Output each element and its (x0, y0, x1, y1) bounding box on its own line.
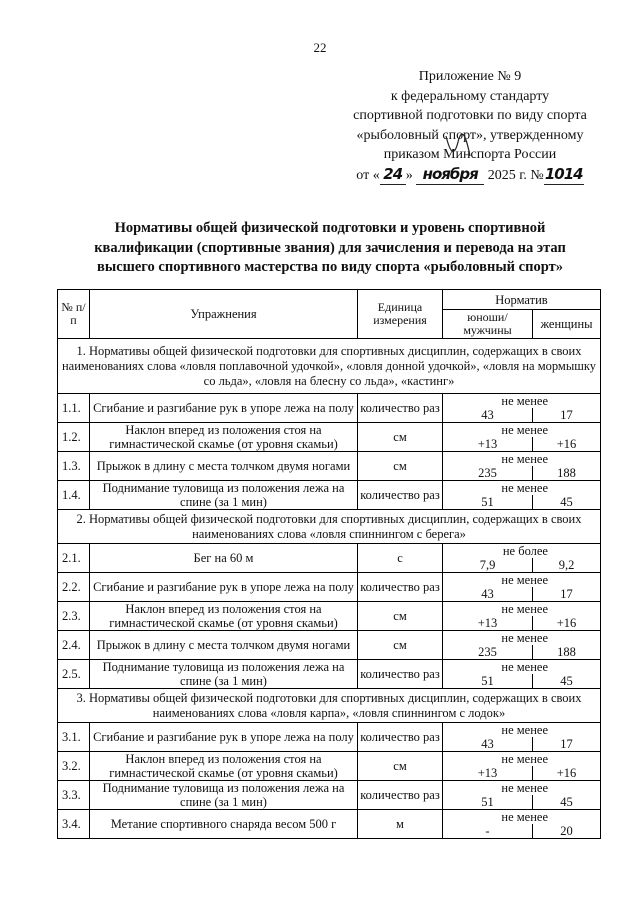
row-unit: см (358, 631, 443, 660)
date-prefix: от « (356, 167, 380, 183)
row-exercise: Поднимание туловища из положения лежа на спине (за 1 мин) (90, 481, 358, 510)
row-value-women: +16 (533, 766, 601, 781)
row-qualifier: не менее (443, 423, 601, 438)
row-number: 2.4. (58, 631, 90, 660)
row-qualifier: не менее (443, 602, 601, 617)
row-value-boys: +13 (443, 437, 533, 452)
row-number: 3.2. (58, 752, 90, 781)
row-exercise: Наклон вперед из положения стоя на гимнастической скамье (от уровня скамьи) (90, 602, 358, 631)
row-value-boys: 43 (443, 587, 533, 602)
row-number: 2.5. (58, 660, 90, 689)
appendix-line-1: Приложение № 9 (418, 69, 522, 84)
row-exercise: Метание спортивного снаряда весом 500 г (90, 810, 358, 839)
row-exercise: Поднимание туловища из положения лежа на спине (за 1 мин) (90, 660, 358, 689)
header-num: № п/п (58, 290, 90, 339)
row-value-boys: +13 (443, 616, 533, 631)
appendix-date-line (330, 165, 610, 186)
row-qualifier: не менее (443, 810, 601, 825)
appendix-line-3: спортивной подготовки по виду спорта (353, 108, 587, 123)
table-row (58, 723, 601, 738)
table-row (58, 631, 601, 646)
table-header-row (58, 290, 601, 310)
row-value-boys: 43 (443, 408, 533, 423)
row-exercise: Бег на 60 м (90, 544, 358, 573)
signature-stroke-icon (440, 132, 500, 162)
row-qualifier: не менее (443, 723, 601, 738)
row-value-boys: +13 (443, 766, 533, 781)
row-number: 1.1. (58, 394, 90, 423)
row-number: 1.2. (58, 423, 90, 452)
title-line-1: Нормативы общей физической подготовки и уровень спортивной (114, 220, 546, 236)
row-unit: количество раз (358, 394, 443, 423)
date-year: 2025 г. № (487, 167, 544, 183)
row-qualifier: не менее (443, 452, 601, 467)
row-value-women: +16 (533, 437, 601, 452)
row-exercise: Наклон вперед из положения стоя на гимнастической скамье (от уровня скамьи) (90, 423, 358, 452)
row-unit: см (358, 423, 443, 452)
row-number: 3.1. (58, 723, 90, 752)
title-line-3: высшего спортивного мастерства по виду спорта «рыболовный спорт» (97, 259, 563, 275)
row-qualifier: не менее (443, 481, 601, 496)
row-exercise: Прыжок в длину с места толчком двумя ногами (90, 631, 358, 660)
section-row (58, 510, 601, 544)
table-row (58, 602, 601, 617)
table-row (58, 810, 601, 825)
table-row (58, 481, 601, 496)
row-unit: количество раз (358, 723, 443, 752)
row-value-boys: - (443, 824, 533, 839)
row-unit: количество раз (358, 573, 443, 602)
table-body (58, 339, 601, 839)
row-number: 3.3. (58, 781, 90, 810)
table-row (58, 781, 601, 796)
row-qualifier: не менее (443, 781, 601, 796)
row-qualifier: не менее (443, 394, 601, 409)
row-value-women: 188 (533, 466, 601, 481)
table-row (58, 423, 601, 438)
section-row (58, 689, 601, 723)
row-value-boys: 43 (443, 737, 533, 752)
row-unit: см (358, 602, 443, 631)
row-unit: см (358, 452, 443, 481)
row-number: 1.3. (58, 452, 90, 481)
row-value-boys: 51 (443, 495, 533, 510)
header-boys: юноши/ мужчины (443, 310, 533, 339)
row-exercise: Поднимание туловища из положения лежа на спине (за 1 мин) (90, 781, 358, 810)
table-row (58, 660, 601, 675)
row-value-women: 20 (533, 824, 601, 839)
document-title (60, 219, 600, 278)
row-value-women: 45 (533, 795, 601, 810)
row-unit: с (358, 544, 443, 573)
appendix-line-2: к федеральному стандарту (390, 88, 550, 104)
row-value-women: 17 (533, 408, 601, 423)
appendix-line-5: приказом Минспорта России (383, 147, 557, 162)
row-number: 2.2. (58, 573, 90, 602)
standards-table (57, 289, 601, 839)
row-value-women: 17 (533, 587, 601, 602)
row-qualifier: не менее (443, 660, 601, 675)
handwritten-month: ноября (416, 165, 484, 186)
row-unit: количество раз (358, 481, 443, 510)
header-women: женщины (533, 310, 601, 339)
row-value-boys: 51 (443, 674, 533, 689)
page-number: 22 (313, 40, 327, 55)
title-line-2: квалификации (спортивные звания) для зачисления и перевода на этап (94, 239, 566, 256)
row-qualifier: не менее (443, 631, 601, 646)
row-exercise: Сгибание и разгибание рук в упоре лежа на полу (90, 573, 358, 602)
row-qualifier: не более (443, 544, 601, 559)
row-value-women: 9,2 (533, 558, 601, 573)
row-qualifier: не менее (443, 573, 601, 588)
row-unit: количество раз (358, 781, 443, 810)
header-norm: Норматив (443, 290, 601, 310)
row-exercise: Сгибание и разгибание рук в упоре лежа на полу (90, 394, 358, 423)
row-exercise: Наклон вперед из положения стоя на гимнастической скамье (от уровня скамьи) (90, 752, 358, 781)
row-number: 2.3. (58, 602, 90, 631)
row-number: 2.1. (58, 544, 90, 573)
row-unit: количество раз (358, 660, 443, 689)
handwritten-day: 24 (380, 165, 406, 186)
row-value-boys: 235 (443, 645, 533, 660)
row-value-women: 45 (533, 674, 601, 689)
row-value-women: 17 (533, 737, 601, 752)
table-row (58, 573, 601, 588)
appendix-line-4: «рыболовный спорт», утвержденному (356, 127, 584, 143)
row-unit: м (358, 810, 443, 839)
table-row (58, 544, 601, 559)
row-value-women: 188 (533, 645, 601, 660)
row-number: 3.4. (58, 810, 90, 839)
appendix-block (330, 67, 610, 185)
row-value-boys: 51 (443, 795, 533, 810)
section-title: 1. Нормативы общей физической подготовки для спортивных дисциплин, содержащих в своих наименованиях слова «ловля поплавочной удочкой», «ловля донной удочкой», «ловля на мормышку со льда», «ловля на блесну со льда», «кастинг» (58, 339, 601, 394)
section-title: 2. Нормативы общей физической подготовки для спортивных дисциплин, содержащих в своих наименованиях слова «ловля спиннингом с берега» (58, 510, 601, 544)
row-exercise: Прыжок в длину с места толчком двумя ногами (90, 452, 358, 481)
section-row (58, 339, 601, 394)
header-exercise: Упражнения (90, 290, 358, 339)
row-unit: см (358, 752, 443, 781)
header-unit: Единица измерения (358, 290, 443, 339)
row-qualifier: не менее (443, 752, 601, 767)
table-row (58, 752, 601, 767)
row-value-boys: 7,9 (443, 558, 533, 573)
row-value-boys: 235 (443, 466, 533, 481)
row-value-women: +16 (533, 616, 601, 631)
section-title: 3. Нормативы общей физической подготовки для спортивных дисциплин, содержащих в своих наименованиях слова «ловля карпа», «ловля спиннингом с лодок» (58, 689, 601, 723)
row-number: 1.4. (58, 481, 90, 510)
table-row (58, 394, 601, 409)
date-mid: » (405, 167, 413, 183)
table-row (58, 452, 601, 467)
row-exercise: Сгибание и разгибание рук в упоре лежа на полу (90, 723, 358, 752)
row-value-women: 45 (533, 495, 601, 510)
handwritten-order-number: 1014 (544, 165, 584, 186)
